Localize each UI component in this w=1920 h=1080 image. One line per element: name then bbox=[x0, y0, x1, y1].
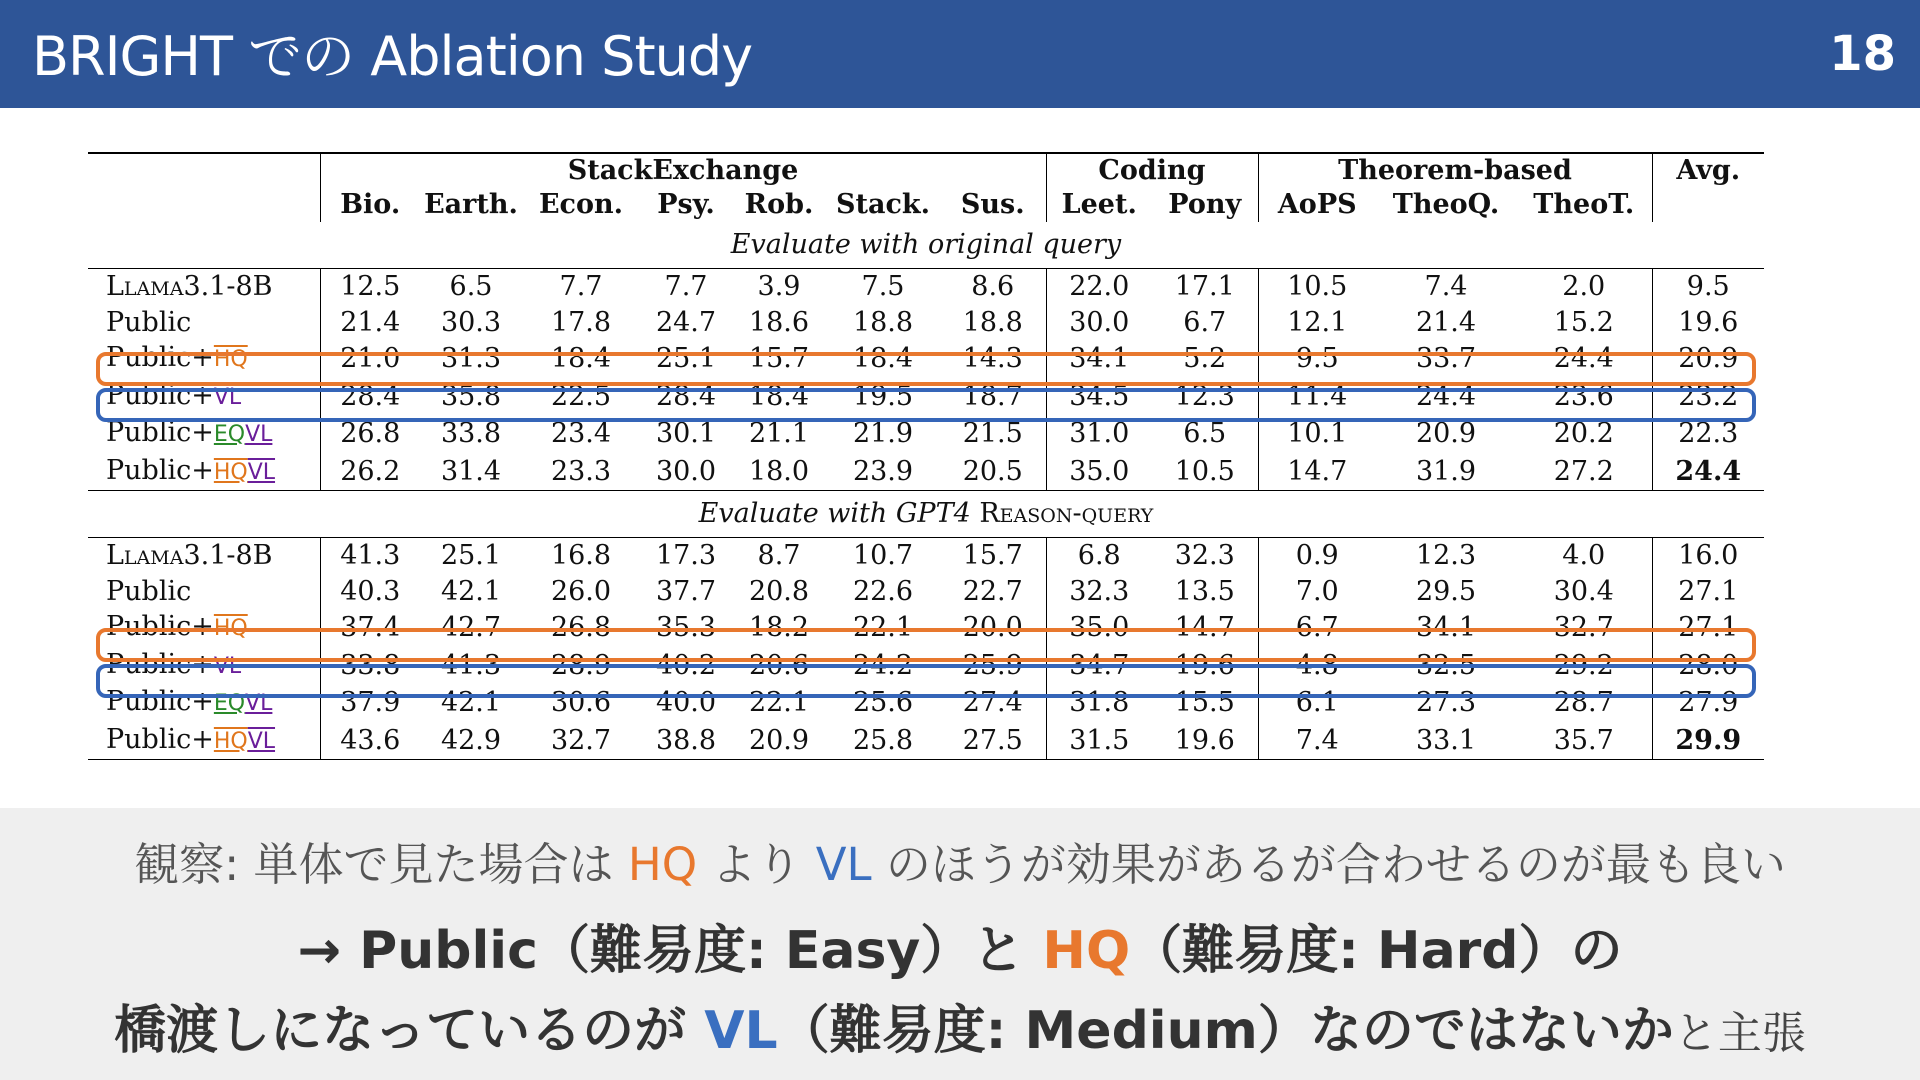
table-cell: 34.1 bbox=[1415, 612, 1477, 643]
table-cell: 20.9 bbox=[1415, 418, 1477, 449]
label-hq: $\overline{HQ}$ bbox=[213, 616, 248, 641]
table-cell: 18.6 bbox=[748, 306, 810, 338]
table-cell: 33.7 bbox=[1415, 343, 1477, 374]
table-cell: 22.1 bbox=[852, 612, 914, 643]
table-cell: 32.3 bbox=[1046, 574, 1152, 610]
slide-header bbox=[0, 0, 1920, 108]
table-cell: 42.1 bbox=[440, 687, 502, 718]
table-cell: 27.5 bbox=[940, 722, 1046, 760]
table-cell: 33.8 bbox=[320, 647, 420, 685]
table-cell: 40.0 bbox=[655, 687, 717, 718]
table-row bbox=[88, 305, 1764, 341]
table-cell: 24.4 bbox=[1415, 380, 1477, 412]
table-cell: 12.1 bbox=[1258, 305, 1376, 341]
table-cell: 19.6 bbox=[1652, 305, 1764, 341]
table-cell: 7.4 bbox=[1424, 271, 1468, 302]
label-text: Public+ bbox=[106, 686, 214, 717]
table-cell: 6.8 bbox=[1046, 538, 1152, 574]
table-cell: 7.4 bbox=[1258, 722, 1376, 760]
row-label bbox=[88, 574, 320, 610]
group-coding: Coding bbox=[1046, 153, 1258, 188]
table-cell: 27.1 bbox=[1652, 609, 1764, 647]
table-cell: 27.9 bbox=[1652, 684, 1764, 722]
label-text: Public+ bbox=[106, 417, 214, 448]
table-cell: 18.2 bbox=[748, 612, 810, 643]
table-cell: 25.9 bbox=[962, 649, 1023, 681]
table-cell: 40.3 bbox=[320, 574, 420, 610]
table-cell: 6.5 bbox=[1183, 418, 1227, 449]
table-cell: 4.0 bbox=[1562, 540, 1606, 571]
table-cell: 8.7 bbox=[757, 540, 801, 571]
table-cell: 22.0 bbox=[1046, 269, 1152, 305]
table-cell: 14.3 bbox=[962, 343, 1023, 374]
table-cell: 9.5 bbox=[1258, 340, 1376, 378]
table-cell: 24.4 bbox=[1553, 343, 1614, 374]
table-cell: 20.9 bbox=[1652, 340, 1764, 378]
table-cell: 6.7 bbox=[1258, 609, 1376, 647]
group-theorem: Theorem-based bbox=[1258, 153, 1652, 188]
table-cell: 21.4 bbox=[1415, 306, 1477, 338]
table-cell: 19.6 bbox=[1174, 649, 1235, 681]
table-cell: 4.8 bbox=[1258, 647, 1376, 685]
table-cell: 0.9 bbox=[1258, 538, 1376, 574]
table-cell: 27.4 bbox=[962, 687, 1023, 718]
conclusion-panel bbox=[0, 808, 1920, 1080]
highlight-vl-section2 bbox=[96, 664, 1756, 698]
label-vl: VL bbox=[213, 653, 242, 679]
table-cell: 7.7 bbox=[559, 271, 603, 302]
row-label bbox=[88, 538, 320, 574]
table-cell: 42.1 bbox=[440, 575, 502, 607]
row-label bbox=[88, 305, 320, 341]
table-cell: 17.1 bbox=[1174, 271, 1235, 302]
label-text: Public+ bbox=[106, 379, 214, 411]
table-cell: 30.0 bbox=[640, 453, 732, 491]
table-cell: 25.1 bbox=[655, 343, 717, 374]
table-cell: 22.5 bbox=[550, 380, 612, 412]
table-cell: 29.5 bbox=[1415, 575, 1477, 607]
label-vl: VL bbox=[245, 691, 273, 716]
table-cell: 32.5 bbox=[1415, 649, 1477, 681]
table-cell: 30.6 bbox=[550, 687, 612, 718]
table-cell: 41.3 bbox=[440, 649, 502, 681]
table-cell: 18.8 bbox=[852, 306, 914, 338]
group-stackexchange: StackExchange bbox=[320, 153, 1046, 188]
table-cell: 31.4 bbox=[420, 453, 522, 491]
table-cell: 37.4 bbox=[320, 609, 420, 647]
label-vl: VL bbox=[247, 728, 276, 754]
row-label bbox=[88, 269, 320, 305]
table-cell: 31.3 bbox=[440, 343, 502, 374]
label-text: Public+ bbox=[106, 454, 214, 486]
label-text: Public+ bbox=[106, 342, 214, 373]
table-cell: 6.1 bbox=[1258, 684, 1376, 722]
table-cell: 30.4 bbox=[1553, 575, 1614, 607]
table-cell: 22.3 bbox=[1652, 415, 1764, 453]
col-header: TheoQ. bbox=[1392, 189, 1500, 220]
conclusion-hq: HQ bbox=[1042, 921, 1131, 981]
table-cell: 27.3 bbox=[1415, 687, 1477, 718]
table-cell: 35.0 bbox=[1046, 609, 1152, 647]
label-text: Llama3.1-8B bbox=[106, 271, 273, 302]
table-cell: 14.7 bbox=[1258, 453, 1376, 491]
table-cell: 35.3 bbox=[655, 612, 717, 643]
table-cell: 10.7 bbox=[852, 540, 914, 571]
table-cell: 21.5 bbox=[962, 418, 1023, 449]
table-cell: 41.3 bbox=[320, 538, 420, 574]
table-cell: 20.9 bbox=[732, 722, 826, 760]
conclusion-line-2: 橋渡しになっているのが VL（難易度: Medium）なのではないかと主張 bbox=[114, 1001, 1806, 1061]
table-cell: 9.5 bbox=[1652, 269, 1764, 305]
table-cell: 21.9 bbox=[852, 418, 914, 449]
col-header: AoPS bbox=[1258, 188, 1376, 222]
table-cell: 28.9 bbox=[550, 649, 612, 681]
table-cell: 10.5 bbox=[1258, 269, 1376, 305]
row-label bbox=[88, 453, 320, 491]
table-cell: 24.4 bbox=[1652, 453, 1764, 491]
table-cell: 8.6 bbox=[971, 271, 1015, 302]
table-cell: 42.9 bbox=[420, 722, 522, 760]
table-cell: 20.8 bbox=[748, 575, 810, 607]
table-cell: 28.4 bbox=[655, 380, 717, 412]
table-cell: 22.7 bbox=[962, 575, 1023, 607]
table-cell: 25.8 bbox=[826, 722, 940, 760]
table-cell: 5.2 bbox=[1183, 343, 1227, 374]
table-cell: 18.7 bbox=[962, 380, 1023, 412]
table-cell: 20.5 bbox=[940, 453, 1046, 491]
group-avg: Avg. bbox=[1652, 153, 1764, 188]
table-cell: 27.2 bbox=[1516, 453, 1652, 491]
table-cell: 20.6 bbox=[748, 649, 810, 681]
table-cell: 38.8 bbox=[640, 722, 732, 760]
table-cell: 31.9 bbox=[1376, 453, 1516, 491]
table-cell: 28.7 bbox=[1553, 687, 1614, 718]
table-cell: 16.8 bbox=[550, 540, 612, 571]
table-cell: 17.3 bbox=[655, 540, 717, 571]
observation-hq: HQ bbox=[627, 838, 698, 891]
table-row bbox=[88, 722, 1764, 760]
table-cell: 27.1 bbox=[1652, 574, 1764, 610]
col-header: Rob. bbox=[744, 189, 814, 220]
label-text: Public bbox=[106, 306, 192, 338]
table-cell: 15.2 bbox=[1553, 306, 1614, 338]
slide-title: BRIGHT での Ablation Study bbox=[32, 25, 753, 88]
table-cell: 34.5 bbox=[1046, 378, 1152, 416]
col-header: Leet. bbox=[1046, 188, 1152, 222]
table-cell: 28.0 bbox=[1652, 647, 1764, 685]
section2-caption bbox=[88, 491, 1764, 538]
section1-caption: Evaluate with original query bbox=[88, 222, 1764, 269]
table-cell: 26.8 bbox=[320, 415, 420, 453]
col-header: TheoT. bbox=[1533, 189, 1635, 220]
col-header: Pony bbox=[1168, 189, 1242, 220]
table-row bbox=[88, 538, 1764, 574]
table-cell: 18.8 bbox=[962, 306, 1023, 338]
table-cell: 14.7 bbox=[1174, 612, 1235, 643]
table-cell: 19.5 bbox=[852, 380, 914, 412]
col-header: Sus. bbox=[960, 189, 1025, 220]
label-text: Public bbox=[106, 575, 192, 607]
table-cell: 29.9 bbox=[1652, 722, 1764, 760]
table-cell: 19.6 bbox=[1152, 722, 1258, 760]
table-cell: 34.7 bbox=[1046, 647, 1152, 685]
table-cell: 29.2 bbox=[1553, 649, 1614, 681]
table-cell: 32.3 bbox=[1174, 540, 1235, 571]
table-cell: 10.5 bbox=[1152, 453, 1258, 491]
row-label bbox=[88, 722, 320, 760]
section2-caption-sc: Reason-query bbox=[979, 498, 1154, 529]
table-cell: 15.7 bbox=[748, 343, 810, 374]
table-cell: 25.6 bbox=[852, 687, 914, 718]
table-cell: 13.5 bbox=[1174, 575, 1235, 607]
table-cell: 23.2 bbox=[1652, 378, 1764, 416]
label-eq: EQ bbox=[213, 422, 246, 447]
label-text: Llama3.1-8B bbox=[106, 540, 273, 571]
label-text: Public+ bbox=[106, 723, 214, 755]
table-cell: 30.3 bbox=[440, 306, 502, 338]
table-row bbox=[88, 269, 1764, 305]
table-cell: 23.6 bbox=[1553, 380, 1614, 412]
table-cell: 12.3 bbox=[1415, 540, 1477, 571]
table-cell: 42.7 bbox=[440, 612, 502, 643]
table-cell: 26.2 bbox=[320, 453, 420, 491]
conclusion-line-1: → Public（難易度: Easy）と HQ（難易度: Hard）の bbox=[297, 921, 1623, 981]
table-cell: 30.0 bbox=[1046, 305, 1152, 341]
table-cell: 21.0 bbox=[320, 340, 420, 378]
highlight-hq-section1 bbox=[96, 352, 1756, 386]
col-header: Econ. bbox=[538, 189, 624, 220]
label-hq: $\overline{HQ}$ bbox=[213, 347, 248, 372]
label-eq: EQ bbox=[213, 691, 246, 716]
section2-caption-prefix: Evaluate with GPT4 bbox=[698, 498, 980, 529]
highlight-vl-section1 bbox=[96, 388, 1756, 422]
table-cell: 16.0 bbox=[1652, 538, 1764, 574]
table-cell: 31.8 bbox=[1046, 684, 1152, 722]
table-cell: 18.4 bbox=[550, 343, 612, 374]
table-cell: 6.7 bbox=[1183, 306, 1227, 338]
table-cell: 17.8 bbox=[550, 306, 612, 338]
table-cell: 25.1 bbox=[440, 540, 502, 571]
label-vl: VL bbox=[213, 384, 242, 410]
table-cell: 18.0 bbox=[732, 453, 826, 491]
table-cell: 21.4 bbox=[320, 305, 420, 341]
table-cell: 37.9 bbox=[320, 684, 420, 722]
table-cell: 12.3 bbox=[1174, 380, 1235, 412]
label-hq: HQ bbox=[213, 728, 248, 754]
label-text: Public+ bbox=[106, 648, 214, 680]
table-cell: 20.0 bbox=[962, 612, 1023, 643]
table-cell: 26.8 bbox=[550, 612, 612, 643]
label-text: Public+ bbox=[106, 611, 214, 642]
table-cell: 33.8 bbox=[440, 418, 502, 449]
table-cell: 7.7 bbox=[664, 271, 708, 302]
col-header: Psy. bbox=[657, 189, 715, 220]
table-cell: 21.1 bbox=[748, 418, 810, 449]
highlight-hq-section2 bbox=[96, 628, 1756, 662]
table-cell: 30.1 bbox=[655, 418, 717, 449]
table-cell: 26.0 bbox=[550, 575, 612, 607]
table-cell: 7.5 bbox=[861, 271, 905, 302]
label-vl: VL bbox=[247, 459, 276, 485]
table-cell: 20.2 bbox=[1553, 418, 1614, 449]
table-cell: 24.2 bbox=[852, 649, 914, 681]
table-cell: 31.0 bbox=[1046, 415, 1152, 453]
table-cell: 22.6 bbox=[852, 575, 914, 607]
table-cell: 10.1 bbox=[1258, 415, 1376, 453]
col-header: Bio. bbox=[320, 188, 420, 222]
table-cell: 23.4 bbox=[550, 418, 612, 449]
observation-vl: VL bbox=[815, 838, 872, 891]
table-cell: 32.7 bbox=[1553, 612, 1614, 643]
label-hq: HQ bbox=[213, 459, 248, 485]
table-cell: 11.4 bbox=[1258, 378, 1376, 416]
col-header: Earth. bbox=[424, 189, 518, 220]
table-cell: 35.8 bbox=[440, 380, 502, 412]
table-cell: 3.9 bbox=[757, 271, 801, 302]
table-cell: 18.4 bbox=[852, 343, 914, 374]
table-cell: 43.6 bbox=[320, 722, 420, 760]
table-cell: 40.2 bbox=[655, 649, 717, 681]
table-cell: 24.7 bbox=[655, 306, 717, 338]
table-cell: 31.5 bbox=[1046, 722, 1152, 760]
table-cell: 33.1 bbox=[1376, 722, 1516, 760]
observation-text: 観察: 単体で見た場合は HQ より VL のほうが効果があるが合わせるのが最も良い bbox=[134, 838, 1786, 891]
table-row bbox=[88, 574, 1764, 610]
page-number: 18 bbox=[1829, 26, 1896, 82]
table-row bbox=[88, 453, 1764, 491]
table-cell: 15.5 bbox=[1174, 687, 1235, 718]
table-header bbox=[88, 153, 1764, 222]
table-cell: 35.0 bbox=[1046, 453, 1152, 491]
table-cell: 22.1 bbox=[748, 687, 810, 718]
table-cell: 34.1 bbox=[1046, 340, 1152, 378]
table-cell: 6.5 bbox=[449, 271, 493, 302]
conclusion-vl: VL bbox=[704, 1001, 778, 1061]
table-cell: 23.3 bbox=[522, 453, 640, 491]
label-vl: VL bbox=[245, 422, 273, 447]
table-cell: 18.4 bbox=[748, 380, 810, 412]
table-cell: 15.7 bbox=[962, 540, 1023, 571]
col-header: Stack. bbox=[835, 189, 930, 220]
table-cell: 28.4 bbox=[320, 378, 420, 416]
table-cell: 37.7 bbox=[655, 575, 717, 607]
table-cell: 7.0 bbox=[1258, 574, 1376, 610]
table-cell: 12.5 bbox=[320, 269, 420, 305]
table-cell: 2.0 bbox=[1562, 271, 1606, 302]
table-cell: 32.7 bbox=[522, 722, 640, 760]
table-cell: 35.7 bbox=[1516, 722, 1652, 760]
table-cell: 23.9 bbox=[826, 453, 940, 491]
